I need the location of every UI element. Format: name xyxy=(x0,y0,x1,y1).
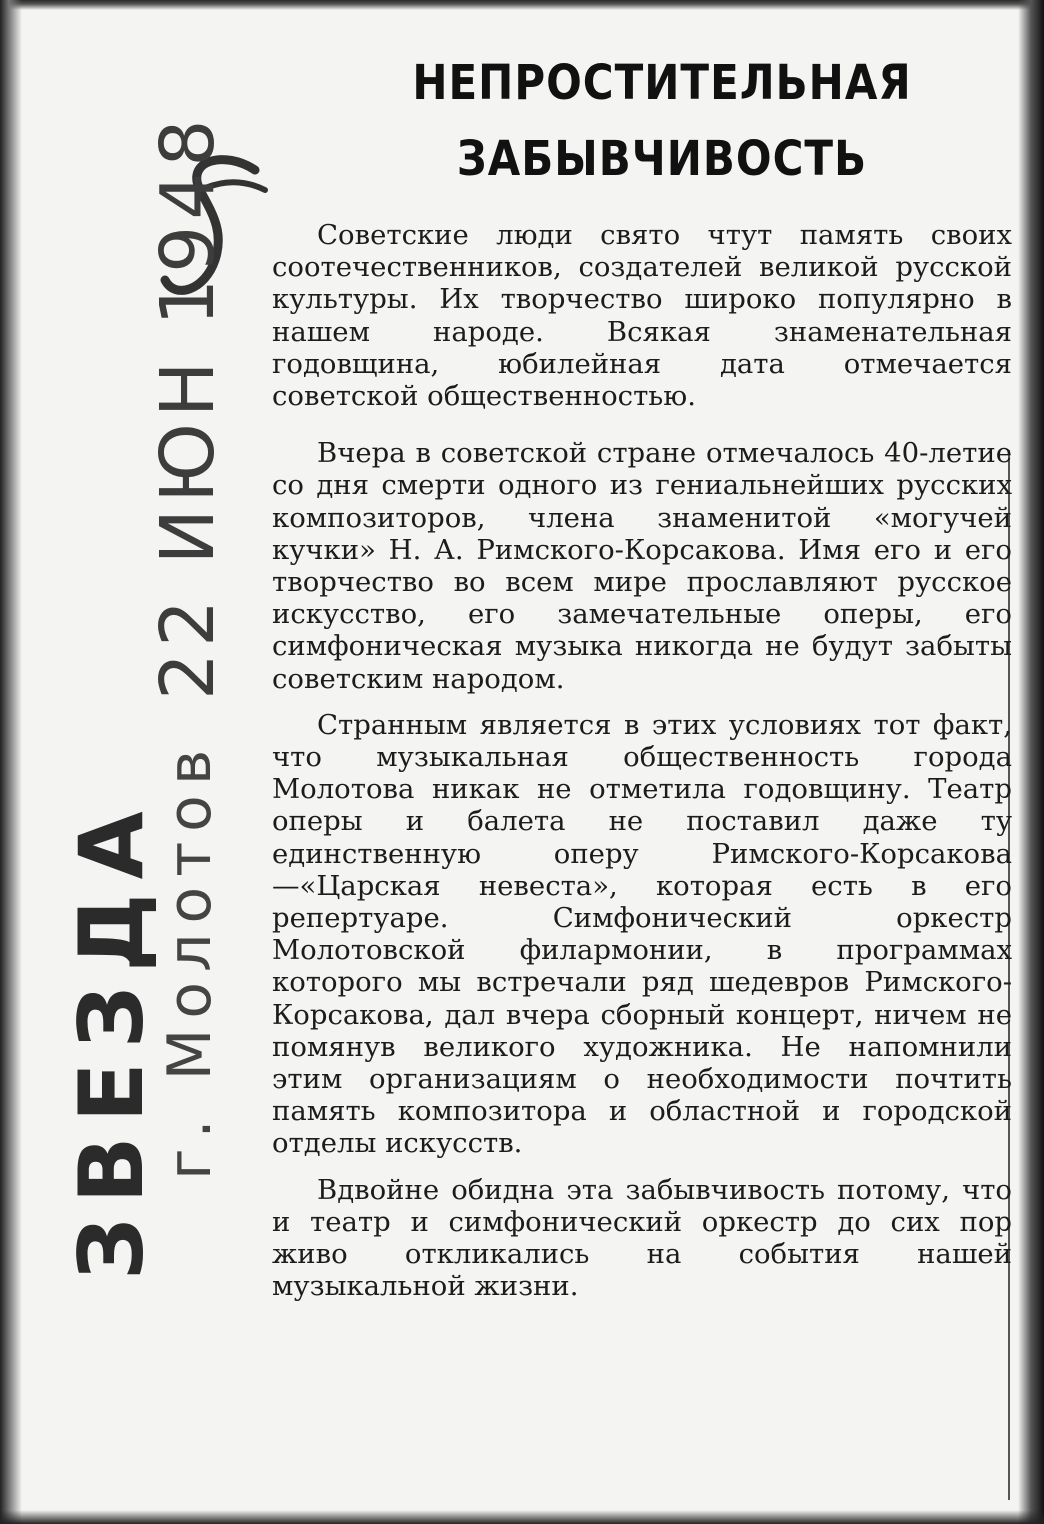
stamp-date: 22 ИЮН 1948 xyxy=(145,113,231,700)
article-headline xyxy=(312,45,1012,197)
scan-edge-left xyxy=(0,0,22,1524)
headline-line-2: ЗАБЫВЧИВОСТЬ xyxy=(456,130,868,187)
stamp-city: г. Молотов xyxy=(155,739,225,1180)
scan-edge-right xyxy=(1018,0,1044,1524)
headline-line-1: НЕПРОСТИТЕЛЬНАЯ xyxy=(412,54,912,111)
article-paragraph-1: Советские люди свято чтут память своих соотечественников, создателей великой русской культуры. Их творчество широко популярно в нашем народе. Всякая знаменательная годовщина, юбилейная дата отмечается советской общественностью. xyxy=(272,219,1012,413)
scan-edge-top xyxy=(0,0,1044,10)
article-paragraph-3: Странным является в этих условиях тот факт, что музыкальная общественность города Молотова никак не отметила годовщину. Театр оперы и балета не поставил даже ту единственную оперу Римского-Корсакова—«Царская невеста», которая есть в его репертуаре. Симфонический оркестр Молотовской филармонии, в программах которого мы встречали ряд шедевров Римского-Корсакова, дал вчера сборный концерт, ничем не помянув великого художника. Не напомнили этим организациям о необходимости почтить память композитора и областной и городской отделы искусств. xyxy=(272,708,1012,1160)
stamp-newspaper-name: ЗВЕЗДА xyxy=(60,797,163,1280)
article-paragraph-4: Вдвойне обидна эта забывчивость потому, что и театр и симфонический оркестр до сих пор живо откликались на события нашей музыкальной жизни. xyxy=(272,1173,1012,1303)
article-paragraph-2: Вчера в советской стране отмечалось 40-летие со дня смерти одного из гениальнейших русских композиторов, члена знаменитой «могучей кучки» Н. А. Римского-Корсакова. Имя его и его творчество во всем мире прославляют русское искусство, его замечательные оперы, его симфоническая музыка никогда не будут забыты советским народом. xyxy=(272,437,1012,695)
article xyxy=(272,45,1012,1303)
scan-edge-bottom xyxy=(0,1510,1044,1524)
